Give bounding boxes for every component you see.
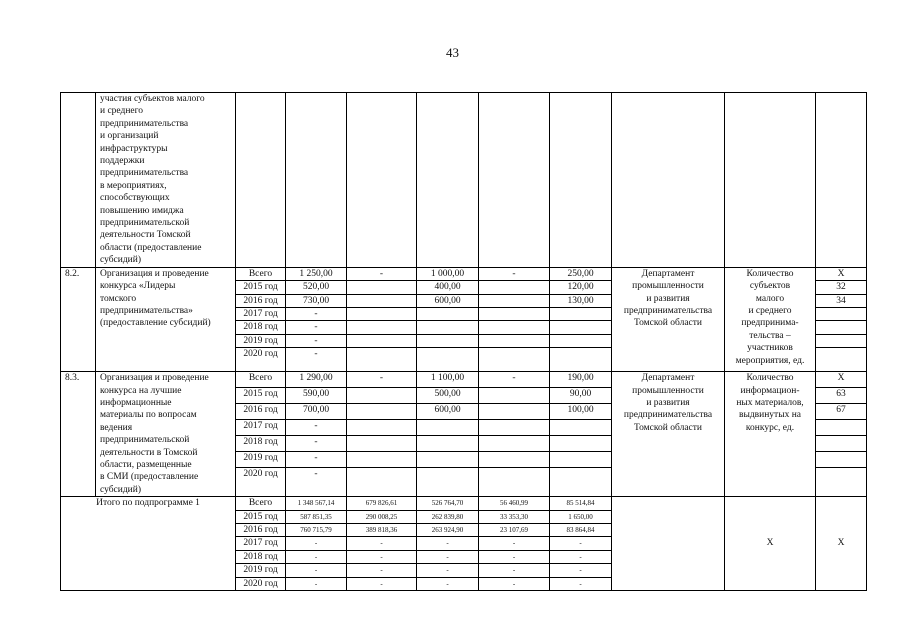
target-value — [816, 420, 867, 436]
summary-value-other: - — [550, 564, 612, 577]
year-label: 2020 год — [236, 468, 286, 497]
target-value: 32 — [816, 281, 867, 294]
value-regional: 600,00 — [417, 404, 479, 420]
measure-name: Организация и проведение конкурса «Лидеры томского предпринимательства» (предоставление субсидий) — [96, 267, 236, 371]
indicator-cell: Количество информацион- ных материалов, выдвинутых на конкурс, ед. — [725, 372, 816, 497]
summary-value-total: 760 715,79 — [286, 524, 347, 537]
value-regional: 500,00 — [417, 388, 479, 404]
value-total: - — [286, 468, 347, 497]
summary-value-federal: - — [347, 577, 417, 590]
number-cell — [61, 93, 96, 268]
value-regional: 1 000,00 — [417, 267, 479, 280]
value-regional: 1 100,00 — [417, 372, 479, 388]
target-value — [816, 348, 867, 372]
summary-value-total: 587 851,35 — [286, 510, 347, 523]
year-label: Всего — [236, 372, 286, 388]
value-local — [479, 334, 550, 347]
value-regional: 400,00 — [417, 281, 479, 294]
value-total: 1 250,00 — [286, 267, 347, 280]
value-total: - — [286, 307, 347, 320]
value-federal — [347, 334, 417, 347]
year-label: 2016 год — [236, 404, 286, 420]
summary-target: Х — [816, 497, 867, 591]
value-other — [550, 334, 612, 347]
summary-value-other: 83 864,84 — [550, 524, 612, 537]
year-label: Всего — [236, 267, 286, 280]
summary-value-total: - — [286, 564, 347, 577]
value-other — [550, 321, 612, 334]
summary-value-federal: - — [347, 564, 417, 577]
value-regional — [417, 348, 479, 372]
table-row — [61, 372, 867, 388]
value-regional: 600,00 — [417, 294, 479, 307]
value-regional — [417, 468, 479, 497]
value-other — [550, 348, 612, 372]
year-label: 2016 год — [236, 294, 286, 307]
summary-value-regional: - — [417, 577, 479, 590]
value-other: 130,00 — [550, 294, 612, 307]
value-other: 120,00 — [550, 281, 612, 294]
summary-value-other: - — [550, 537, 612, 550]
value-total: - — [286, 334, 347, 347]
value-federal — [347, 452, 417, 468]
summary-value-local: - — [479, 537, 550, 550]
value-local: - — [479, 372, 550, 388]
indicator-cell: Количество субъектов малого и среднего предпринима- тельства – участников мероприятия, ед. — [725, 267, 816, 371]
value-federal — [347, 420, 417, 436]
measure-name: Организация и проведение конкурса на лучшие информационные материалы по вопросам ведения предпринимательской деятельности в Томской области, размещенные в СМИ (предоставление субсидий) — [96, 372, 236, 497]
year-label: Всего — [236, 497, 286, 510]
value-federal — [347, 321, 417, 334]
value-other — [550, 468, 612, 497]
target-value: 67 — [816, 404, 867, 420]
year-label: 2020 год — [236, 577, 286, 590]
value-regional — [417, 420, 479, 436]
summary-label: Итого по подпрограмме 1 — [61, 497, 236, 591]
value-federal — [347, 436, 417, 452]
value-federal — [347, 281, 417, 294]
value-local — [479, 294, 550, 307]
year-label: 2020 год — [236, 348, 286, 372]
year-label: 2018 год — [236, 436, 286, 452]
measure-number: 8.3. — [61, 372, 96, 497]
year-label: 2017 год — [236, 307, 286, 320]
summary-executor — [612, 497, 725, 591]
target-value: 34 — [816, 294, 867, 307]
value-federal — [347, 404, 417, 420]
summary-value-federal: 389 818,36 — [347, 524, 417, 537]
value-total: - — [286, 436, 347, 452]
year-label: 2015 год — [236, 281, 286, 294]
target-value: 63 — [816, 388, 867, 404]
value-other: 190,00 — [550, 372, 612, 388]
summary-value-regional: 262 839,80 — [417, 510, 479, 523]
year-label: 2019 год — [236, 334, 286, 347]
target-value — [816, 321, 867, 334]
value-local — [479, 307, 550, 320]
value-local — [479, 420, 550, 436]
value-other: 250,00 — [550, 267, 612, 280]
year-label: 2019 год — [236, 564, 286, 577]
summary-row — [61, 497, 867, 510]
value-local — [479, 436, 550, 452]
year-label: 2019 год — [236, 452, 286, 468]
summary-value-total: 1 348 567,14 — [286, 497, 347, 510]
summary-indicator: Х — [725, 497, 816, 591]
summary-value-other: - — [550, 577, 612, 590]
value-total: 730,00 — [286, 294, 347, 307]
executor-cell: Департамент промышленности и развития предпринимательства Томской области — [612, 267, 725, 371]
value-local — [479, 468, 550, 497]
target-value: Х — [816, 372, 867, 388]
value-total: 590,00 — [286, 388, 347, 404]
value-total: - — [286, 321, 347, 334]
summary-value-federal: 679 826,61 — [347, 497, 417, 510]
value-regional — [417, 321, 479, 334]
summary-value-federal: 290 008,25 — [347, 510, 417, 523]
value-total: - — [286, 420, 347, 436]
value-local — [479, 388, 550, 404]
summary-value-local: 56 460,99 — [479, 497, 550, 510]
table-row-continuation — [61, 93, 867, 268]
value-other — [550, 420, 612, 436]
value-total: 1 290,00 — [286, 372, 347, 388]
summary-value-regional: 526 764,70 — [417, 497, 479, 510]
value-regional — [417, 452, 479, 468]
value-local — [479, 321, 550, 334]
summary-value-total: - — [286, 577, 347, 590]
value-federal — [347, 348, 417, 372]
year-label: 2017 год — [236, 420, 286, 436]
measure-name-continuation: участия субъектов малого и среднего предпринимательства и организаций инфраструктуры поддержки предпринимательства в мероприятиях, способствующих повышению имиджа предпринимательской деятельности Томской области (предоставление субсидий) — [96, 93, 236, 268]
measure-number: 8.2. — [61, 267, 96, 371]
value-federal: - — [347, 372, 417, 388]
value-federal: - — [347, 267, 417, 280]
value-regional — [417, 436, 479, 452]
year-label: 2015 год — [236, 388, 286, 404]
value-local — [479, 404, 550, 420]
summary-value-other: 85 514,84 — [550, 497, 612, 510]
summary-value-regional: - — [417, 564, 479, 577]
value-federal — [347, 294, 417, 307]
year-label: 2018 год — [236, 550, 286, 563]
value-federal — [347, 388, 417, 404]
summary-value-total: - — [286, 537, 347, 550]
value-federal — [347, 468, 417, 497]
executor-cell: Департамент промышленности и развития предпринимательства Томской области — [612, 372, 725, 497]
value-local — [479, 281, 550, 294]
summary-value-local: - — [479, 564, 550, 577]
value-local — [479, 348, 550, 372]
table-row — [61, 267, 867, 280]
value-federal — [347, 307, 417, 320]
year-label: 2015 год — [236, 510, 286, 523]
value-total: - — [286, 452, 347, 468]
value-total: 520,00 — [286, 281, 347, 294]
summary-value-regional: - — [417, 537, 479, 550]
summary-value-regional: 263 924,90 — [417, 524, 479, 537]
value-local: - — [479, 267, 550, 280]
summary-value-regional: - — [417, 550, 479, 563]
year-label: 2018 год — [236, 321, 286, 334]
value-other — [550, 307, 612, 320]
value-regional — [417, 307, 479, 320]
summary-value-local: 23 107,69 — [479, 524, 550, 537]
value-other — [550, 436, 612, 452]
target-value — [816, 307, 867, 320]
summary-value-other: 1 650,00 — [550, 510, 612, 523]
summary-value-federal: - — [347, 537, 417, 550]
value-local — [479, 452, 550, 468]
target-value — [816, 334, 867, 347]
summary-value-local: 33 353,30 — [479, 510, 550, 523]
value-regional — [417, 334, 479, 347]
summary-value-other: - — [550, 550, 612, 563]
value-other: 100,00 — [550, 404, 612, 420]
value-other — [550, 452, 612, 468]
page-number: 43 — [446, 45, 459, 60]
summary-value-local: - — [479, 577, 550, 590]
target-value: Х — [816, 267, 867, 280]
year-label: 2017 год — [236, 537, 286, 550]
value-total: 700,00 — [286, 404, 347, 420]
program-table — [60, 92, 867, 591]
table-body — [61, 93, 867, 591]
summary-value-federal: - — [347, 550, 417, 563]
value-total: - — [286, 348, 347, 372]
summary-value-local: - — [479, 550, 550, 563]
summary-value-total: - — [286, 550, 347, 563]
value-other: 90,00 — [550, 388, 612, 404]
target-value — [816, 436, 867, 452]
target-value — [816, 468, 867, 497]
target-value — [816, 452, 867, 468]
year-label: 2016 год — [236, 524, 286, 537]
